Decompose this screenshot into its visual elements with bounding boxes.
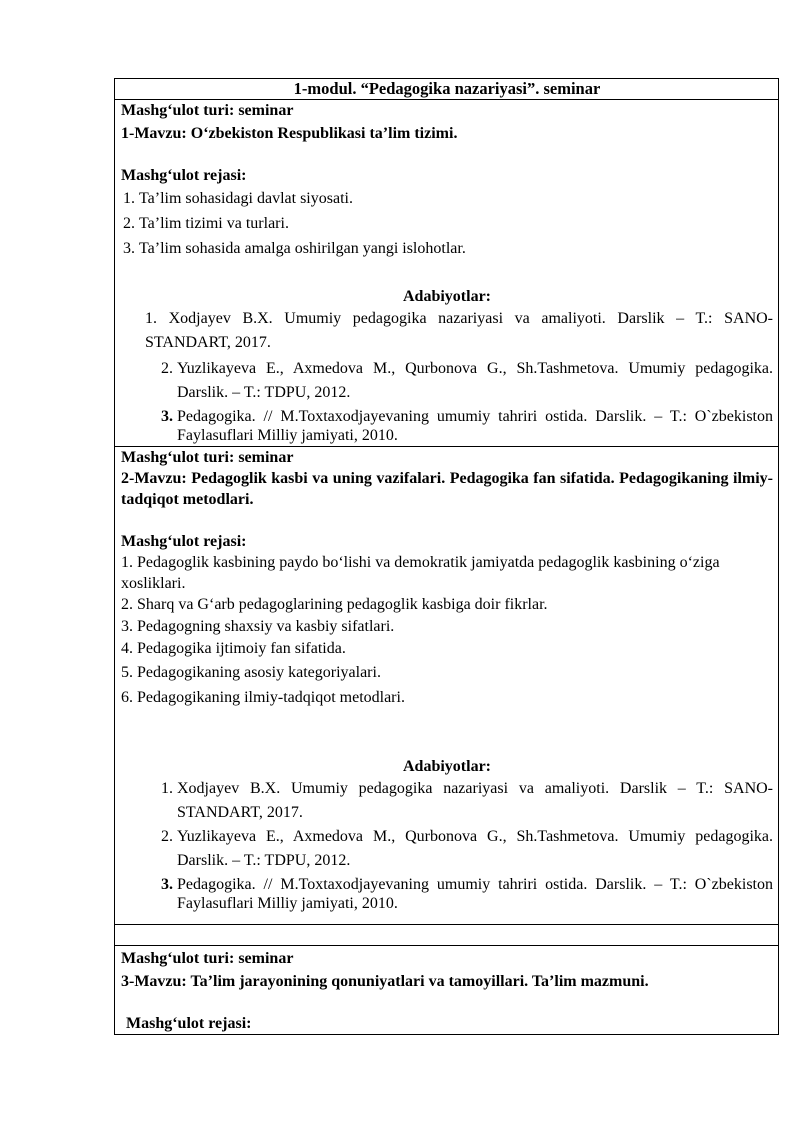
topic-title: 3-Mavzu: Ta’lim jarayonining qonuniyatlari va tamoyillari. Ta’lim mazmuni. xyxy=(121,973,649,990)
topic-title: 2-Mavzu: Pedagoglik kasbi va uning vazifalari. Pedagogika fan sifatida. Pedagogikaning ilmiy-tadqiqot metodlari. xyxy=(121,470,773,508)
literature-heading: Adabiyotlar: xyxy=(403,758,491,775)
topic-title: 1-Mavzu: O‘zbekiston Respublikasi ta’lim tizimi. xyxy=(121,125,458,142)
literature-item: 1. Xodjayev B.X. Umumiy pedagogika nazariyasi va amaliyoti. Darslik – T.: SANO-STANDART, 2017. xyxy=(145,310,773,351)
plan-item: 1. Pedagoglik kasbining paydo bo‘lishi va demokratik jamiyatda pedagoglik kasbining o‘ziga xosliklari. xyxy=(121,554,720,592)
topic-1-cell xyxy=(115,100,779,447)
empty-row xyxy=(115,925,779,946)
literature-item: 3. Pedagogika. // M.Toxtaxodjayevaning umumiy tahriri ostida. Darslik. – T.: O`zbekiston Faylasuflari Milliy jamiyati, 2010. xyxy=(177,873,773,913)
seminar-table xyxy=(114,78,779,1035)
plan-item: 2. Sharq va G‘arb pedagoglarining pedagoglik kasbiga doir fikrlar. xyxy=(121,596,548,613)
literature-heading: Adabiyotlar: xyxy=(403,288,491,305)
plan-item: 2. Ta’lim tizimi va turlari. xyxy=(139,211,773,236)
plan-item: 1. Ta’lim sohasidagi davlat siyosati. xyxy=(139,186,773,211)
plan-item: 3. Ta’lim sohasida amalga oshirilgan yangi islohotlar. xyxy=(139,236,773,261)
plan-heading: Mashg‘ulot rejasi: xyxy=(126,1015,252,1032)
plan-item: 3. Pedagogning shaxsiy va kasbiy sifatlari. xyxy=(121,618,395,635)
literature-item: 3. Pedagogika. // M.Toxtaxodjayevaning umumiy tahriri ostida. Darslik. – T.: O`zbekiston Faylasuflari Milliy jamiyati, 2010. xyxy=(177,405,773,445)
session-type-label: Mashg‘ulot turi: seminar xyxy=(121,449,294,466)
document-page xyxy=(114,78,779,1035)
plan-list xyxy=(121,552,773,710)
plan-item: 6. Pedagogikaning ilmiy-tadqiqot metodlari. xyxy=(121,689,405,706)
literature-item: 1. Xodjayev B.X. Umumiy pedagogika nazariyasi va amaliyoti. Darslik – T.: SANO-STANDART, 2017. xyxy=(177,777,773,825)
topic-3-cell xyxy=(115,946,779,1035)
session-type-label: Mashg‘ulot turi: seminar xyxy=(121,102,294,119)
module-header: 1-modul. “Pedagogika nazariyasi”. seminar xyxy=(115,79,779,100)
topic-2-cell xyxy=(115,447,779,925)
plan-item: 5. Pedagogikaning asosiy kategoriyalari. xyxy=(121,664,381,681)
literature-list xyxy=(121,357,773,445)
literature-item: 2. Yuzlikayeva E., Axmedova M., Qurbonova G., Sh.Tashmetova. Umumiy pedagogika. Darslik. – T.: TDPU, 2012. xyxy=(177,825,773,873)
plan-list xyxy=(121,186,773,261)
plan-heading: Mashg‘ulot rejasi: xyxy=(121,167,247,184)
plan-heading: Mashg‘ulot rejasi: xyxy=(121,533,247,550)
literature-item: 2. Yuzlikayeva E., Axmedova M., Qurbonova G., Sh.Tashmetova. Umumiy pedagogika. Darslik. – T.: TDPU, 2012. xyxy=(177,357,773,405)
session-type-label: Mashg‘ulot turi: seminar xyxy=(121,950,294,967)
literature-list xyxy=(121,777,773,913)
plan-item: 4. Pedagogika ijtimoiy fan sifatida. xyxy=(121,640,346,657)
